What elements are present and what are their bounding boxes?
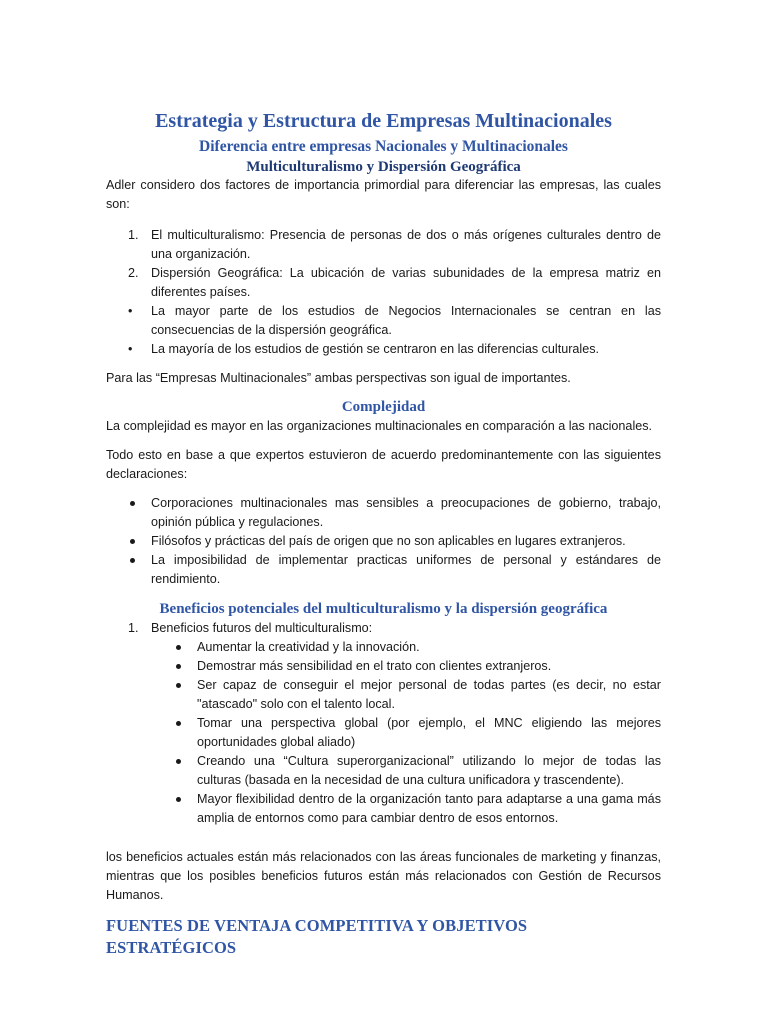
list-item (106, 638, 661, 657)
list-item-text: Tomar una perspectiva global (por ejemplo, el MNC eligiendo las mejores oportunidades global aliado) (197, 716, 661, 749)
list-item (106, 657, 661, 676)
factors-list (106, 226, 661, 359)
declaraciones-paragraph: Todo esto en base a que expertos estuvieron de acuerdo predominantemente con las siguientes declaraciones: (106, 448, 661, 481)
list-item (106, 302, 661, 340)
bullet-icon (176, 759, 181, 764)
bullet-icon (176, 721, 181, 726)
list-item-text: La mayor parte de los estudios de Negocios Internacionales se centran en las consecuencias de la dispersión geográfica. (151, 304, 661, 337)
list-item-text: Corporaciones multinacionales mas sensibles a preocupaciones de gobierno, trabajo, opinión pública y regulaciones. (151, 496, 661, 529)
list-marker: 1. (128, 228, 139, 242)
section-heading-complejidad: Complejidad (341, 399, 426, 415)
section-heading-multiculturalismo: Multiculturalismo y Dispersión Geográfica (246, 159, 521, 175)
intro-paragraph: Adler considero dos factores de importancia primordial para diferenciar las empresas, las cuales son: (106, 178, 661, 211)
list-item (106, 551, 661, 589)
list-item-text: La mayoría de los estudios de gestión se centraron en las diferencias culturales. (151, 342, 600, 356)
list-item-text: La imposibilidad de implementar practicas uniformes de personal y estándares de rendimiento. (151, 553, 661, 586)
list-item (106, 790, 661, 828)
document-content (106, 108, 661, 959)
list-item-text: Filósofos y prácticas del país de origen que no son aplicables en lugares extranjeros. (151, 534, 626, 548)
list-item (106, 676, 661, 714)
bullet-icon (176, 645, 181, 650)
document-title: Estrategia y Estructura de Empresas Multinacionales (155, 110, 612, 132)
list-item-text: Creando una “Cultura superorganizacional” utilizando lo mejor de todas las culturas (basada en la necesidad de una cultura unificadora y trascendente). (197, 754, 661, 787)
list-marker: • (128, 342, 133, 356)
list-item-text: Beneficios futuros del multiculturalismo: (151, 621, 373, 635)
list-item-text: Mayor flexibilidad dentro de la organización tanto para adaptarse a una gama más amplia de entornos como para cambiar dentro de esos entornos. (197, 792, 661, 825)
list-item (106, 532, 661, 551)
list-item (106, 226, 661, 264)
list-item (106, 264, 661, 302)
list-item (106, 340, 661, 359)
bullet-icon (176, 664, 181, 669)
list-marker: 2. (128, 266, 139, 280)
bullet-icon (176, 797, 181, 802)
list-item-text: Aumentar la creatividad y la innovación. (197, 640, 420, 654)
beneficios-sublist (106, 638, 661, 828)
list-item (106, 494, 661, 532)
declaraciones-list (106, 494, 661, 589)
bullet-icon (130, 539, 135, 544)
list-marker: • (128, 304, 133, 318)
bullet-icon (130, 501, 135, 506)
bullet-icon (130, 558, 135, 563)
list-item (106, 714, 661, 752)
list-item-text: Dispersión Geográfica: La ubicación de varias subunidades de la empresa matriz en diferentes países. (151, 266, 661, 299)
section-heading-beneficios: Beneficios potenciales del multiculturalismo y la dispersión geográfica (159, 601, 608, 617)
list-item-text: Ser capaz de conseguir el mejor personal de todas partes (es decir, no estar "atascado" solo con el talento local. (197, 678, 661, 711)
section-heading-fuentes: FUENTES DE VENTAJA COMPETITIVA Y OBJETIVOS ESTRATÉGICOS (106, 916, 528, 957)
list-item (106, 752, 661, 790)
list-item-text: El multiculturalismo: Presencia de personas de dos o más orígenes culturales dentro de una organización. (151, 228, 661, 261)
bullet-icon (176, 683, 181, 688)
beneficios-list (106, 619, 661, 638)
list-item-text: Demostrar más sensibilidad en el trato con clientes extranjeros. (197, 659, 552, 673)
document-subtitle: Diferencia entre empresas Nacionales y Multinacionales (199, 138, 568, 155)
closing-paragraph: Para las “Empresas Multinacionales” ambas perspectivas son igual de importantes. (106, 371, 571, 385)
complejidad-paragraph: La complejidad es mayor en las organizaciones multinacionales en comparación a las nacionales. (106, 419, 653, 433)
list-marker: 1. (128, 621, 139, 635)
beneficios-closing-paragraph: los beneficios actuales están más relacionados con las áreas funcionales de marketing y finanzas, mientras que los posibles beneficios futuros están más relacionados con Gestión de Recursos Humanos. (106, 850, 661, 902)
list-item (106, 619, 661, 638)
